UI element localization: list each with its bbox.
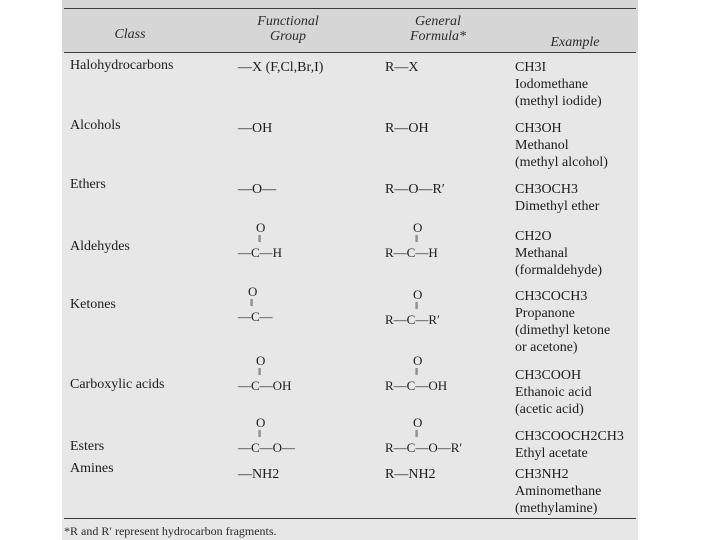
example (515, 288, 610, 356)
example-formula: CH3COOCH2CH3 (515, 429, 624, 444)
example-common-name: (methyl alcohol) (515, 155, 608, 170)
header-functional-group: Functional Group (257, 14, 319, 44)
example-alt-name: or acetone) (515, 340, 578, 355)
example-formula: CH3I (515, 60, 547, 75)
carbonyl-oxygen: O (413, 220, 423, 235)
carbonyl-oxygen: O (256, 353, 266, 368)
double-bond-icon: ‖ (415, 428, 419, 440)
example (515, 466, 601, 517)
example-formula: CH3OH (515, 121, 562, 136)
bottom-rule (64, 518, 636, 519)
example-name: Methanal (515, 246, 568, 261)
functional-group: —OH (238, 121, 273, 136)
example (515, 59, 602, 110)
formula-chain: R—C—R′ (385, 312, 440, 327)
double-bond-icon: ‖ (415, 300, 419, 312)
class-label: Aldehydes (70, 239, 130, 254)
class-label: Ethers (70, 177, 106, 192)
example-name: Ethanoic acid (515, 385, 592, 400)
formula-chain: R—C—H (385, 245, 438, 260)
example-common-name: (methyl iodide) (515, 94, 602, 109)
general-formula: R—OH (385, 121, 429, 136)
example-common-name: (methylamine) (515, 501, 598, 516)
class-label: Ketones (70, 297, 116, 312)
example-common-name: (formaldehyde) (515, 263, 603, 278)
group-chain: —C—OH (238, 378, 292, 393)
formula-chain: R—C—O—R′ (385, 440, 463, 455)
example-common-name: (acetic acid) (515, 402, 584, 417)
example (515, 367, 592, 418)
example-name: Ethyl acetate (515, 446, 588, 461)
double-bond-icon: ‖ (258, 233, 262, 245)
example-name: Propanone (515, 306, 575, 321)
header-general-formula: General Formula* (410, 14, 466, 44)
double-bond-icon: ‖ (258, 366, 262, 378)
functional-group: —NH2 (238, 467, 280, 482)
carbonyl-oxygen: O (413, 287, 423, 302)
class-label: Amines (70, 461, 114, 476)
header-rule (64, 52, 636, 53)
group-chain: —C—O— (238, 440, 296, 455)
example-common-name: (dimethyl ketone (515, 323, 611, 338)
example-name: Aminomethane (515, 484, 602, 499)
double-bond-icon: ‖ (415, 366, 419, 378)
group-chain: —C— (238, 309, 273, 324)
example-formula: CH3COOH (515, 368, 582, 383)
double-bond-icon: ‖ (258, 428, 262, 440)
group-chain: —C—H (238, 245, 283, 260)
class-label: Carboxylic acids (70, 377, 165, 392)
header-class: Class (114, 27, 146, 42)
carbonyl-oxygen: O (413, 353, 423, 368)
example-name: Dimethyl ether (515, 199, 600, 214)
double-bond-icon: ‖ (250, 297, 254, 309)
class-label: Halohydrocarbons (70, 58, 174, 73)
carbonyl-oxygen: O (256, 220, 266, 235)
general-formula: R—NH2 (385, 467, 436, 482)
carbonyl-oxygen: O (413, 415, 423, 430)
class-label: Esters (70, 439, 105, 454)
top-rule (64, 8, 636, 9)
example (515, 228, 602, 279)
example-name: Iodomethane (515, 77, 589, 92)
carbonyl-oxygen: O (256, 415, 266, 430)
double-bond-icon: ‖ (415, 233, 419, 245)
example-name: Methanol (515, 138, 569, 153)
example (515, 181, 599, 215)
general-formula: R—X (385, 60, 419, 75)
general-formula: R—O—R′ (385, 182, 445, 197)
footnote: *R and R′ represent hydrocarbon fragments. (64, 524, 277, 538)
example (515, 120, 608, 171)
example-formula: CH3OCH3 (515, 182, 579, 197)
carbonyl-oxygen: O (248, 284, 258, 299)
example-formula: CH2O (515, 229, 552, 244)
class-label: Alcohols (70, 118, 121, 133)
example (515, 428, 624, 462)
header-example: Example (550, 35, 600, 50)
example-formula: CH3COCH3 (515, 289, 588, 304)
formula-chain: R—C—OH (385, 378, 448, 393)
functional-group: —O— (238, 182, 277, 197)
functional-group: —X (F,Cl,Br,I) (238, 60, 324, 75)
example-formula: CH3NH2 (515, 467, 569, 482)
